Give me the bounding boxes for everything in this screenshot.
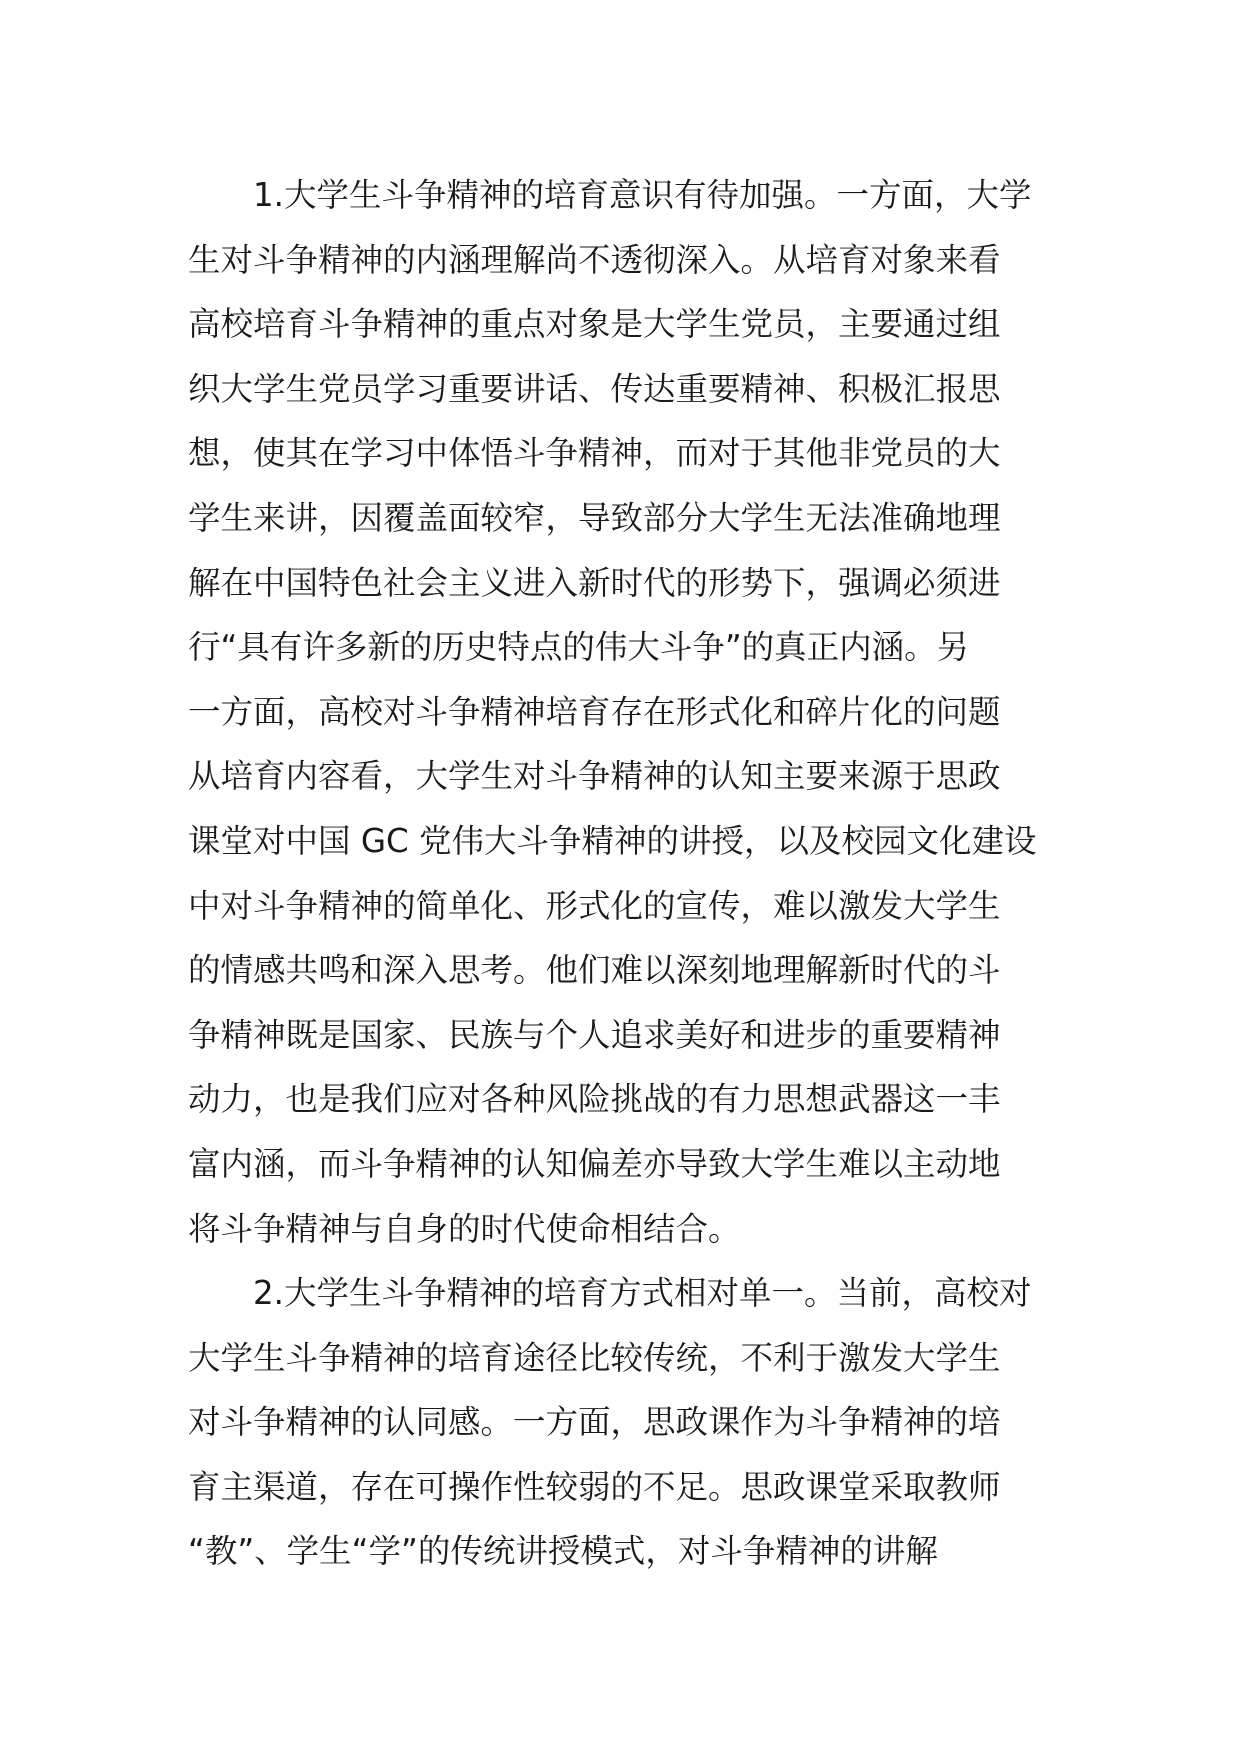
text-line: 的情感共鸣和深入思考。他们难以深刻地理解新时代的斗	[188, 951, 1001, 990]
text-line: 一方面，高校对斗争精神培育存在形式化和碎片化的问题	[188, 692, 1001, 731]
text-line: 2.大学生斗争精神的培育方式相对单一。当前，高校对	[253, 1274, 1032, 1313]
text-line: 高校培育斗争精神的重点对象是大学生党员，主要通过组	[188, 305, 1001, 344]
text-line: 从培育内容看，大学生对斗争精神的认知主要来源于思政	[188, 757, 1001, 796]
paragraph-2	[188, 1261, 1058, 1584]
text-line: 富内涵，而斗争精神的认知偏差亦导致大学生难以主动地	[188, 1144, 1001, 1183]
paragraph-1	[188, 163, 1058, 1261]
text-line: 将斗争精神与自身的时代使命相结合。	[188, 1209, 741, 1248]
text-line: “教”、学生“学”的传统讲授模式，对斗争精神的讲解	[188, 1532, 938, 1571]
text-line: 织大学生党员学习重要讲话、传达重要精神、积极汇报思	[188, 369, 1001, 408]
text-line: 1.大学生斗争精神的培育意识有待加强。一方面，大学	[253, 176, 1032, 214]
text-line: 争精神既是国家、民族与个人追求美好和进步的重要精神	[188, 1015, 1001, 1054]
text-line: 对斗争精神的认同感。一方面，思政课作为斗争精神的培	[188, 1403, 1001, 1442]
text-line: 解在中国特色社会主义进入新时代的形势下，强调必须进	[188, 563, 1001, 602]
text-line: 育主渠道，存在可操作性较弱的不足。思政课堂采取教师	[188, 1467, 1001, 1506]
text-line: 课堂对中国 GC 党伟大斗争精神的讲授，以及校园文化建设	[188, 821, 1037, 860]
text-line: 大学生斗争精神的培育途径比较传统，不利于激发大学生	[188, 1338, 1001, 1377]
text-line: 学生来讲，因覆盖面较窄，导致部分大学生无法准确地理	[188, 498, 1001, 537]
text-line: 想，使其在学习中体悟斗争精神，而对于其他非党员的大	[188, 434, 1001, 473]
text-line: 动力，也是我们应对各种风险挑战的有力思想武器这一丰	[188, 1080, 1001, 1119]
text-line: 行“具有许多新的历史特点的伟大斗争”的真正内涵。另	[188, 628, 970, 667]
text-line: 生对斗争精神的内涵理解尚不透彻深入。从培育对象来看	[188, 240, 1001, 279]
text-line: 中对斗争精神的简单化、形式化的宣传，难以激发大学生	[188, 886, 1001, 925]
body-text	[188, 163, 1058, 1584]
